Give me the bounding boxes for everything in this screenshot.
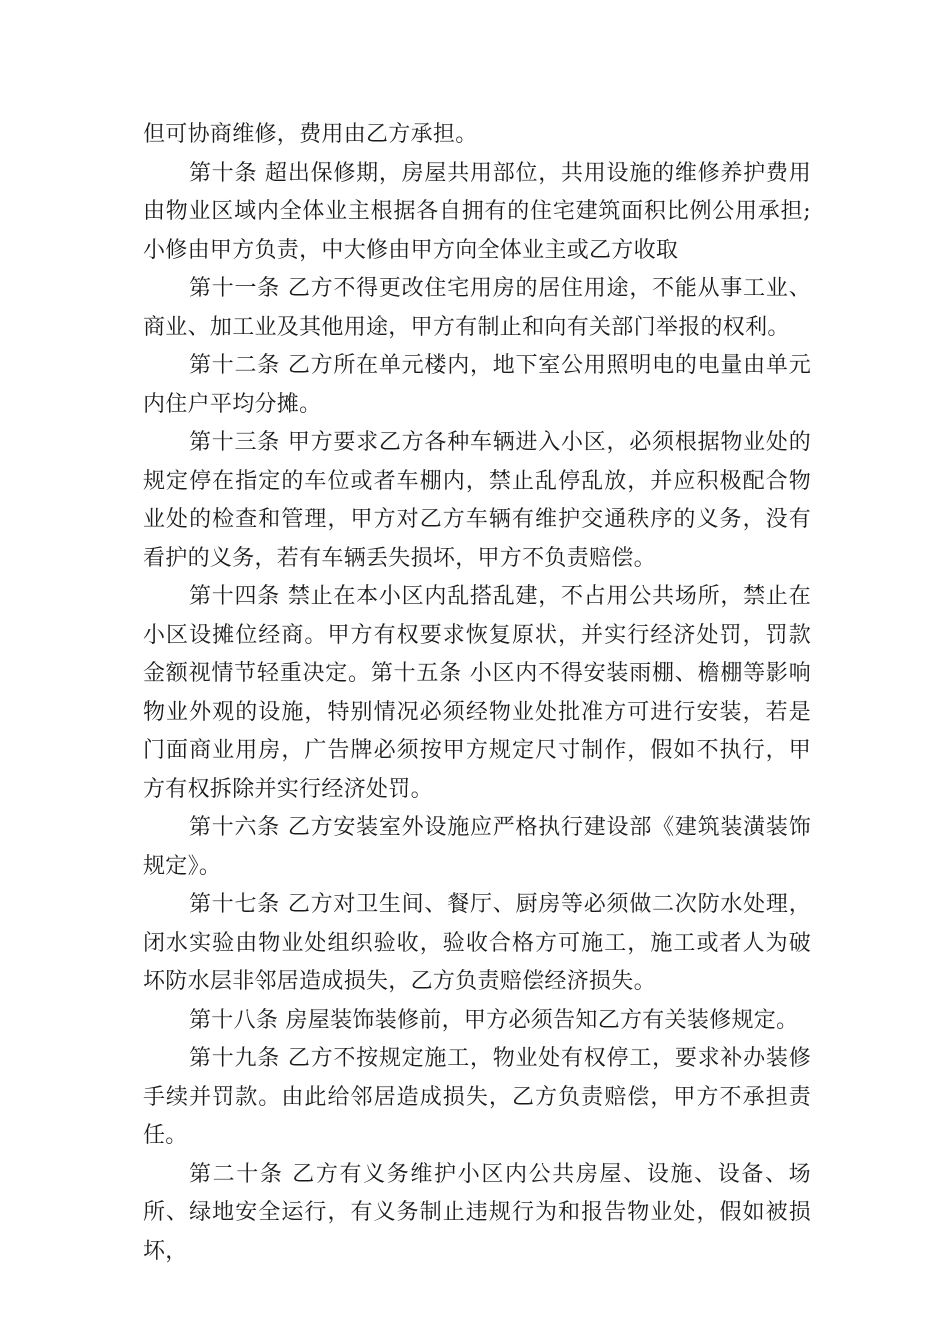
document-body [143, 116, 811, 1271]
paragraph-article-11: 第十一条 乙方不得更改住宅用房的居住用途，不能从事工业、商业、加工业及其他用途，甲方有制止和向有关部门举报的权利。 [143, 276, 811, 340]
paragraph-article-14-15: 第十四条 禁止在本小区内乱搭乱建，不占用公共场所，禁止在小区设摊位经商。甲方有权要求恢复原状，并实行经济处罚，罚款金额视情节轻重决定。第十五条 小区内不得安装雨棚、檐棚等影响物业外观的设施，特别情况必须经物业处批准方可进行安装，若是门面商业用房，广告牌必须按甲方规定尺寸制作，假如不执行，甲方有权拆除并实行经济处罚。 [143, 584, 811, 802]
paragraph-article-19: 第十九条 乙方不按规定施工，物业处有权停工，要求补办装修手续并罚款。由此给邻居造成损失，乙方负责赔偿，甲方不承担责任。 [143, 1046, 811, 1148]
paragraph-article-20: 第二十条 乙方有义务维护小区内公共房屋、设施、设备、场所、绿地安全运行，有义务制止违规行为和报告物业处，假如被损坏， [143, 1161, 811, 1264]
paragraph-article-16: 第十六条 乙方安装室外设施应严格执行建设部《建筑装潢装饰规定》。 [143, 815, 811, 879]
paragraph-article-13: 第十三条 甲方要求乙方各种车辆进入小区，必须根据物业处的规定停在指定的车位或者车棚内，禁止乱停乱放，并应积极配合物业处的检查和管理，甲方对乙方车辆有维护交通秩序的义务，没有看护的义务，若有车辆丢失损坏，甲方不负责赔偿。 [143, 430, 811, 571]
paragraph-article-10: 第十条 超出保修期，房屋共用部位，共用设施的维修养护费用由物业区域内全体业主根据各自拥有的住宅建筑面积比例公用承担;小修由甲方负责，中大修由甲方向全体业主或乙方收取 [143, 160, 811, 263]
paragraph-article-12: 第十二条 乙方所在单元楼内，地下室公用照明电的电量由单元内住户平均分摊。 [143, 353, 811, 417]
paragraph-article-17: 第十七条 乙方对卫生间、餐厅、厨房等必须做二次防水处理，闭水实验由物业处组织验收，验收合格方可施工，施工或者人为破坏防水层非邻居造成损失，乙方负责赔偿经济损失。 [143, 892, 811, 994]
paragraph-continuation: 但可协商维修，费用由乙方承担。 [143, 122, 478, 147]
paragraph-article-18: 第十八条 房屋装饰装修前，甲方必须告知乙方有关装修规定。 [189, 1007, 799, 1033]
